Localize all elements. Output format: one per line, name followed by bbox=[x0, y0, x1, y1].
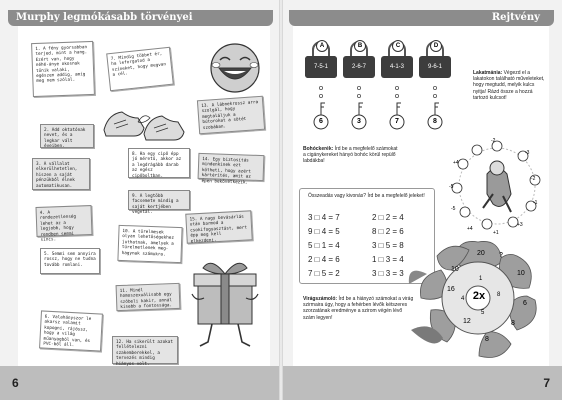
law-note-15: 15. A nagy bevásárlás után barmod a csokifogyasztást, mert épp meg kell elkezdeni. bbox=[185, 210, 252, 243]
wheel-num-5: -5 bbox=[449, 184, 454, 190]
bottom-stripe bbox=[281, 366, 562, 400]
wheel-num-3: +4 bbox=[453, 160, 459, 166]
op-right-4[interactable]: 1 □ 3 = 4 bbox=[372, 255, 404, 264]
lock-b-code: 2-6-7 bbox=[351, 64, 366, 70]
clown-wheel bbox=[447, 134, 547, 234]
law-note-5: 5. Semmi sem annyira rossz, hogy ne tudna tovább romlani. bbox=[40, 248, 100, 274]
lakatmania-heading: Lakatmánia: bbox=[473, 70, 503, 76]
law-note-1: 1. A fény gyorsabban terjed, mint a hang. Ezért van, hogy néhé-ánye okosnak tűnik valaki, egészen addig, amíg meg nem szólal. bbox=[31, 41, 95, 97]
key-4-number: 8 bbox=[433, 118, 437, 125]
lock-d-code: 9-6-1 bbox=[427, 64, 442, 70]
flower-inner-2: 8 bbox=[497, 292, 501, 298]
book-gutter bbox=[279, 0, 283, 400]
wheel-num-9: +4 bbox=[467, 226, 473, 232]
law-note-13: 13. A lábnekrossz arra szolgál, hogy megtaláljuk a bútorokat a sötét szobában. bbox=[197, 96, 265, 135]
right-page-number: 7 bbox=[543, 376, 550, 390]
left-page-title: Murphy legmókásabb törvényei bbox=[8, 10, 273, 26]
op-right-5[interactable]: 3 □ 3 = 3 bbox=[372, 269, 404, 278]
op-left-5[interactable]: 7 □ 5 = 2 bbox=[308, 269, 340, 278]
flower-missing-mark: ? bbox=[499, 252, 503, 259]
op-right-3[interactable]: 3 □ 5 = 8 bbox=[372, 241, 404, 250]
flower-outer-3: 10 bbox=[517, 270, 525, 277]
law-note-7: 7. Mindig többet ér, ha leforgatod a színeket, hogy megvan a cél. bbox=[106, 47, 174, 91]
wheel-num-4: -2 bbox=[531, 176, 536, 182]
lock-b-letter: B bbox=[354, 40, 366, 52]
op-right-1[interactable]: 2 □ 2 = 4 bbox=[372, 213, 404, 222]
sneakers-illustration bbox=[100, 100, 188, 144]
lock-d-letter: D bbox=[430, 40, 442, 52]
lock-a-code: 7-5-1 bbox=[313, 64, 328, 70]
law-note-10: 10. A türelmesek olyan lehetőségekhez juthatnak, amelyek a türelmetlenek meg-hagynak számukra. bbox=[117, 225, 182, 263]
lakatmania-block bbox=[473, 70, 545, 101]
law-note-9: 9. A legtöbb facsemete mindig a saját kertjében vegetál. bbox=[128, 190, 190, 210]
wheel-num-10: +1 bbox=[493, 230, 499, 236]
flower-outer-1: 20 bbox=[477, 250, 485, 257]
right-page-title: Rejtvény bbox=[289, 10, 554, 26]
key-3-number: 7 bbox=[395, 118, 399, 125]
wheel-num-1: -2 bbox=[491, 138, 496, 144]
flower-center: 2x bbox=[472, 290, 486, 302]
flower-instructions bbox=[303, 296, 415, 321]
op-right-2[interactable]: 8 □ 2 = 6 bbox=[372, 227, 404, 236]
wheel-num-7: -5 bbox=[451, 206, 456, 212]
left-page-number: 6 bbox=[12, 376, 19, 390]
op-left-4[interactable]: 2 □ 4 = 6 bbox=[308, 255, 340, 264]
flower-outer-8: 10 bbox=[451, 266, 459, 273]
laughing-face-illustration bbox=[204, 38, 266, 96]
op-left-3[interactable]: 5 □ 1 = 4 bbox=[308, 241, 340, 250]
key-2-number: 3 bbox=[357, 118, 361, 125]
wheel-num-8: +3 bbox=[517, 222, 523, 228]
flower-inner-1: 1 bbox=[479, 276, 483, 282]
gift-box-illustration bbox=[190, 258, 260, 350]
law-note-11: 11. Minél homoszexuálisabb egy szóbeli kakir, annál kisebb a fontossága. bbox=[116, 283, 181, 311]
flower-outer-6: 8 bbox=[511, 320, 515, 327]
op-left-2[interactable]: 9 □ 4 = 5 bbox=[308, 227, 340, 236]
law-note-12: 12. Ha sikerült azokat fellételezni szakemberekkel, a tervezés mindig hiányos volt. bbox=[112, 336, 178, 364]
lakatmania-text: Végezd el a lakatokon található műveleteket, hogy megtudd, melyik kulcs nyitja! Rázd össze a hozzá tartozó kulcsot! bbox=[473, 70, 545, 101]
bohoc-block bbox=[303, 146, 399, 165]
key-1-number: 6 bbox=[319, 118, 323, 125]
flower-heading: Virágszámoló: bbox=[303, 296, 338, 302]
flower-outer-5: 12 bbox=[463, 318, 471, 325]
flower-outer-2: 16 bbox=[447, 286, 455, 293]
right-page bbox=[281, 0, 562, 400]
lock-c-code: 4-1-3 bbox=[389, 64, 404, 70]
lock-c-letter: C bbox=[392, 40, 404, 52]
law-note-6: 6. Valahányszor le akarsz valamit kopogni, rájössz, hogy a világ műanyagból van, és PVC-ből áll. bbox=[39, 310, 103, 351]
wheel-num-6: -1 bbox=[533, 200, 538, 206]
operations-question: Összeadás vagy kivonás? Írd be a megfelelő jeleket! bbox=[308, 193, 425, 199]
law-note-14: 14. Egy biztosítás mindenkinek ezt kötheti, hogy azért kártérítés, amit az épen bekövetkezik. bbox=[198, 153, 265, 181]
flower-inner-3: 5 bbox=[481, 310, 485, 316]
flower-outer-7: 8 bbox=[485, 336, 489, 343]
bohoc-text: Írd be a megfelelő számokat a cigánykereket hányó bohóc körül repülő labdákba! bbox=[303, 146, 398, 165]
law-note-2: 2. Add oktatónak nevet, és a legkar vált éveiben. bbox=[40, 124, 94, 148]
bohoc-heading: Bohóckerék: bbox=[303, 146, 334, 152]
law-note-4: 4. A rendezetlenség lehet az a legjobb, hogy rendben semmi sincs. bbox=[35, 205, 92, 237]
lock-a-letter: A bbox=[316, 40, 328, 52]
flower-outer-4: 6 bbox=[523, 300, 527, 307]
bottom-stripe bbox=[0, 366, 281, 400]
flower-inner-4: 4 bbox=[461, 296, 465, 302]
flower-text: Írd be a hiányzó számokat a virág szirmaira úgy, hogy a fehérben lévők kétszeres szorzatának eredménye a szirom végén lévő szám legyen! bbox=[303, 296, 414, 321]
keys-row bbox=[307, 100, 457, 134]
law-note-3: 3. A vállalat elkerülhetetlen, hiszen a saját pénzükből élnek automatikusan. bbox=[32, 158, 90, 190]
law-note-8: 8. Ha egy cipő épp jó méretű, akkor az a legdrágább darab az egész cipőboltban. bbox=[128, 148, 190, 178]
wheel-num-2: -3 bbox=[525, 150, 530, 156]
op-left-1[interactable]: 3 □ 4 = 7 bbox=[308, 213, 340, 222]
